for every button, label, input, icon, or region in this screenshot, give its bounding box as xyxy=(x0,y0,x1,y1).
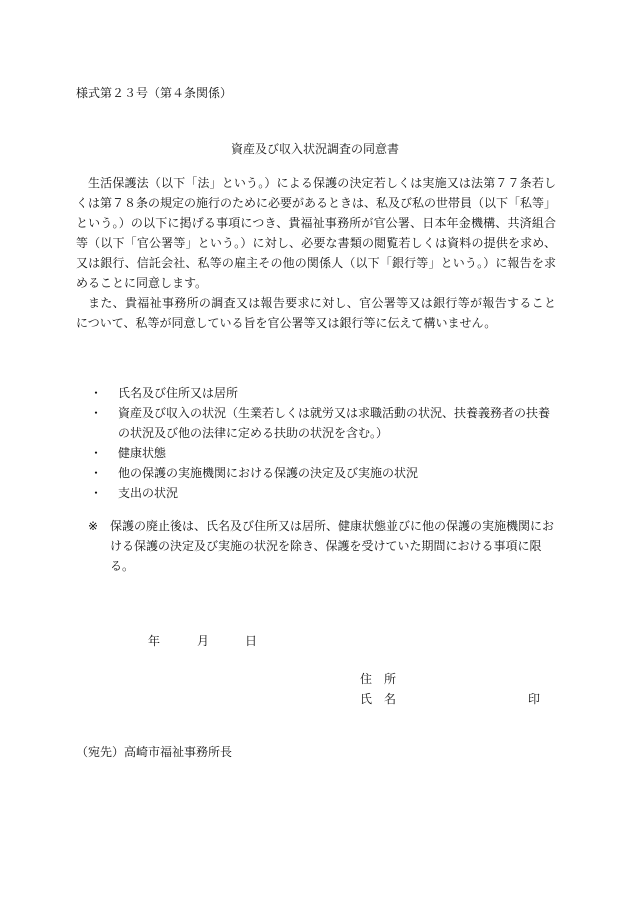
list-item-text: 支出の状況 xyxy=(118,486,179,500)
consent-paragraph-2: また、貴福祉事務所の調査又は報告要求に対し、官公署等又は銀行等が報告することについて、私等が同意している旨を官公署等又は銀行等に伝えて構いません。 xyxy=(76,296,556,330)
list-item xyxy=(76,483,556,503)
date-day-label: 日 xyxy=(245,634,258,648)
consent-paragraph-1: 生活保護法（以下「法」という。）による保護の決定若しくは実施又は法第７７条若しくは第７８条の規定の施行のために必要があるときは、私及び私の世帯員（以下「私等」という。）の以下に掲げる事項につき、貴福祉事務所が官公署、日本年金機構、共済組合等（以下「官公署等」という。）に対し、必要な書類の閲覧若しくは資料の提供を求め、又は銀行、信託会社、私等の雇主その他の関係人（以下「銀行等」という。）に報告を求めることに同意します。 xyxy=(76,176,557,290)
note-mark: ※ xyxy=(88,519,99,533)
form-number: 様式第２３号（第４条関係） xyxy=(76,86,233,100)
date-month-label: 月 xyxy=(197,634,210,648)
bullet-mark: ・ xyxy=(90,446,103,460)
list-item-text: 資産及び収入の状況（生業若しくは就労又は求職活動の状況、扶養義務者の扶養の状況及び他の法律に定める扶助の状況を含む。） xyxy=(118,406,551,440)
recipient: （宛先）高崎市福祉事務所長 xyxy=(76,745,233,759)
consent-body xyxy=(76,173,556,333)
note xyxy=(88,516,558,576)
document-title: 資産及び収入状況調査の同意書 xyxy=(230,142,399,156)
list-item-text: 他の保護の実施機関における保護の決定及び実施の状況 xyxy=(118,466,419,480)
list-item-text: 健康状態 xyxy=(118,446,167,460)
list-item xyxy=(76,383,556,403)
list-item xyxy=(76,443,556,463)
seal-label: 印 xyxy=(528,692,541,706)
bullet-mark: ・ xyxy=(90,406,103,420)
bullet-mark: ・ xyxy=(90,386,103,400)
list-item-text: 氏名及び住所又は居所 xyxy=(118,386,239,400)
list-item xyxy=(76,403,556,443)
bullet-mark: ・ xyxy=(90,486,103,500)
items-list xyxy=(76,383,556,503)
bullet-mark: ・ xyxy=(90,466,103,480)
note-text: 保護の廃止後は、氏名及び住所又は居所、健康状態並びに他の保護の実施機関における保護の決定及び実施の状況を除き、保護を受けていた期間における事項に限る。 xyxy=(110,519,555,573)
name-label: 氏 名 xyxy=(360,692,397,706)
date-year-label: 年 xyxy=(148,634,161,648)
list-item xyxy=(76,463,556,483)
address-label: 住 所 xyxy=(360,672,397,686)
